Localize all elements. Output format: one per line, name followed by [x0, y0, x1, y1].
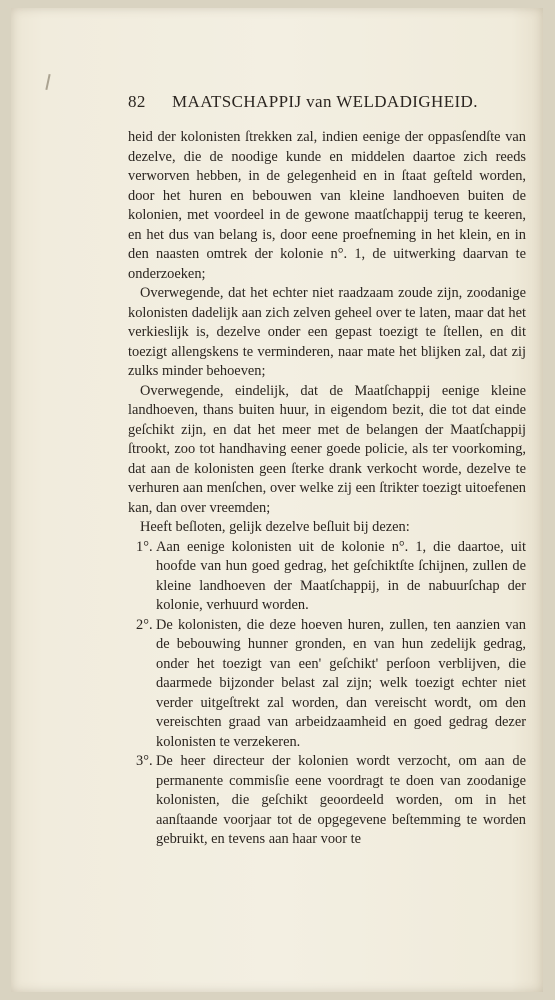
paragraph-continuation: heid der kolonisten ſtrekken zal, indien eenige der oppasſendſte van dezelve, die de noodige kunde en middelen daartoe zich reeds verworven hebben, in de gelegenheid en in ſtaat geſteld worden, door het huren en bebouwen van kleine landhoeven buiten de kolonien, met voordeel in de gewone maatſchappij terug te keeren, en het dus van belang is, door eene proefneming in het klein, en in den naasten omtrek der kolonie n°. 1, de uitwerking daarvan te onderzoeken;	[128, 129, 526, 282]
page-number: 82	[128, 92, 146, 111]
resolution-item-1	[128, 538, 526, 616]
item-text: De heer directeur der kolonien wordt verzocht, om aan de permanente commisſie eene voordragt te doen van zoodanige kolonisten, die geſchikt geoordeeld worden, om in het aanſtaande voorjaar tot de opgegevene beſtemming te worden gebruikt, en tevens aan haar voor te	[156, 753, 526, 847]
page-header	[128, 92, 526, 114]
paragraph-overwegende-1: Overwegende, dat het echter niet raadzaam zoude zijn, zoodanige kolonisten dadelijk aan zich zelven geheel over te laten, maar dat het verkieslijk is, dezelve onder een gepast toezigt te ſtellen, en dit toezigt allengskens te verminderen, naar mate het blijken zal, dat zij zulks minder behoeven;	[128, 285, 526, 379]
resolution-item-2	[128, 616, 526, 753]
pencil-mark	[45, 74, 50, 90]
item-number: 1°.	[136, 538, 153, 555]
item-number: 3°.	[136, 753, 153, 769]
item-number: 2°.	[136, 616, 153, 633]
item-text: Aan eenige kolonisten uit de kolonie n°. 1, die daartoe, uit hoofde van hun goed gedrag, het geſchiktſte ſchijnen, zullen de kleine landhoeven der Maatſchappij, in de nabuurſchap der kolonie, verhuurd worden.	[156, 538, 526, 613]
running-head: MAATSCHAPPIJ van WELDADIGHEID.	[172, 92, 478, 111]
paragraph-besloten: Heeft beſloten, gelijk dezelve beſluit bij dezen:	[140, 519, 410, 535]
page-text-block	[128, 92, 526, 850]
item-text: De kolonisten, die deze hoeven huren, zullen, ten aanzien van de bebouwing hunner gronden, en van hun zedelijk gedrag, onder het toezigt van een' geſchikt' perſoon verblijven, die daarmede bijzonder belast zal zijn; welk toezigt echter niet verder uitgeſtrekt zal worden, dan vereischt wordt, om den vereischten graad van arbeidzaamheid en goed gedrag dezer kolonisten te verzekeren.	[156, 616, 526, 750]
paragraph-overwegende-2: Overwegende, eindelijk, dat de Maatſchappij eenige kleine landhoeven, thans buiten huur, in eigendom bezit, die tot dat einde geſchikt zijn, en dat het meer met de belangen der Maatſchappij ſtrookt, zoo tot handhaving eener goede policie, als ter voorkoming, dat aan de kolonisten geen ſterke drank verkocht worde, dezelve te verhuren aan menſchen, over welke zij een ſtrikter toezigt uitoefenen kan, dan over vreemden;	[128, 382, 526, 516]
resolution-item-3	[128, 752, 526, 850]
